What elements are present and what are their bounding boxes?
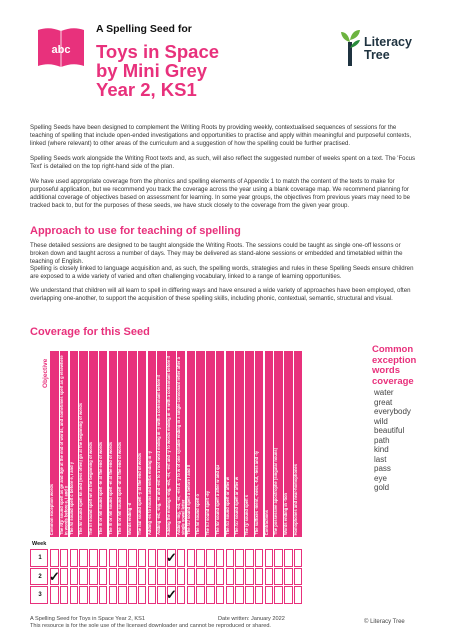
footer-line: This resource is for the sole use of the licensed downloader and cannot be reproduced or shared. [30, 623, 271, 629]
objective-column-label: The possessive apostrophe (singular nouns) [273, 447, 279, 535]
objective-column-label: The /ʌ/ sound spelt o [195, 494, 201, 535]
footer-line: A Spelling Seed for Toys in Space Year 2, KS1 [30, 616, 145, 622]
objective-column-header [265, 351, 274, 537]
objective-column-header [167, 351, 176, 537]
common-heading-line: exception [372, 354, 417, 366]
coverage-cell [226, 568, 235, 586]
common-word: water [374, 388, 394, 397]
objective-column-header [50, 351, 59, 537]
coverage-cell [216, 549, 225, 567]
objective-column-label: The /l/ or /əl/ sound spelt -al at the end of words [117, 442, 123, 535]
coverage-cell [157, 549, 166, 567]
objective-column-header [196, 351, 205, 537]
objective-column-label: The /ʒ/ sound spelt s [244, 494, 249, 535]
common-word: beautiful [374, 426, 405, 435]
logo-text-line: Literacy [364, 35, 412, 49]
objective-column-header [274, 351, 283, 537]
objective-column-header [89, 351, 98, 537]
objective-column-label: Adding -es to nouns and verbs ending in -y [146, 450, 152, 535]
coverage-cell [50, 549, 59, 567]
objective-column-label: The /dʒ/ sound spelt as ge and dge at the end of words, and sometimes spelt as g elsewhere in words before e, i and y [58, 355, 69, 535]
objective-column-header [60, 351, 69, 537]
common-word: everybody [374, 407, 411, 416]
common-heading-line: Common [372, 344, 414, 355]
coverage-cell [99, 568, 108, 586]
common-word: pass [374, 464, 391, 473]
objective-column-label: The /l/ or /əl/ sound spelt -el at the end of words [107, 442, 113, 535]
objective-column-label: Words ending -il [127, 503, 132, 535]
coverage-cell [118, 568, 127, 586]
coverage-cell [294, 549, 303, 567]
coverage-cell [245, 586, 254, 604]
coverage-cell [177, 586, 186, 604]
common-heading-line: coverage [372, 375, 414, 387]
objective-column-header [294, 351, 303, 537]
coverage-cell [167, 568, 176, 586]
week-number: 2 [38, 573, 42, 580]
logo-text-line: Tree [364, 48, 390, 62]
common-words-heading [372, 345, 416, 387]
coverage-cell [118, 586, 127, 604]
coverage-cell [138, 568, 147, 586]
objective-column-header [177, 351, 186, 537]
coverage-cell [196, 549, 205, 567]
week-number-cell [30, 586, 48, 604]
objective-column-label: Words ending in -tion [283, 493, 288, 535]
objective-column-header [79, 351, 88, 537]
coverage-cell [128, 586, 137, 604]
coverage-cell [265, 568, 274, 586]
objective-column-header [109, 351, 118, 537]
common-heading-line: words [372, 365, 400, 376]
objective-column-label: The /i:/ sound spelt -ey [205, 490, 210, 535]
coverage-cell [89, 549, 98, 567]
coverage-cell [60, 586, 69, 604]
coverage-cell [206, 586, 215, 604]
intro-paragraph: Spelling Seeds work alongside the Writing Root texts and, as such, will also reflect the suggested number of weeks spent on a text. The 'Focus Text' is detailed on the top right-hand side of the plan. [30, 155, 416, 170]
objective-column-header [226, 351, 235, 537]
coverage-cell [187, 549, 196, 567]
week-number-cell [30, 549, 48, 567]
coverage-cell [294, 586, 303, 604]
coverage-cell [265, 586, 274, 604]
coverage-cell [196, 586, 205, 604]
objective-column-label: Homophones and near-homophones [292, 463, 298, 535]
coverage-cell [99, 549, 108, 567]
objective-column-header [70, 351, 79, 537]
objective-label: Objective [42, 358, 49, 388]
objective-column-header [216, 351, 225, 537]
coverage-cell [196, 568, 205, 586]
objective-column-label: The suffixes -ment, -ness, -ful, -less and -ly [253, 451, 259, 535]
coverage-cell [79, 549, 88, 567]
coverage-cell [206, 549, 215, 567]
week-number: 1 [38, 555, 42, 561]
objective-column-header [206, 351, 215, 537]
coverage-cell [60, 568, 69, 586]
common-word: gold [374, 483, 390, 492]
coverage-cell [50, 586, 59, 604]
coverage-heading: Coverage for this Seed [30, 326, 150, 338]
coverage-cell [274, 586, 283, 604]
objective-column-header [118, 351, 127, 537]
coverage-cell [118, 549, 127, 567]
coverage-cell [245, 568, 254, 586]
coverage-cell [284, 568, 293, 586]
coverage-cell [70, 586, 79, 604]
coverage-cell [255, 568, 264, 586]
week-label: Week [32, 541, 47, 547]
title-line: by Mini Grey [96, 60, 208, 81]
coverage-cell [128, 568, 137, 586]
objective-column-label: Contractions [263, 509, 269, 535]
coverage-cell [226, 549, 235, 567]
approach-heading: Approach to use for teaching of spelling [30, 225, 241, 237]
objective-column-header [99, 351, 108, 537]
intro-paragraph: We have used appropriate coverage from the phonics and spelling elements of Appendix 1 to match the content of the texts to make for purposeful application, but we recommend you track the coverage across the year using a blank coverage map. We recommend planning for additional coverage of objectives based on assessment for learning. In some year groups, the objectives from previous years may need to be tracked back to, but for the purposes of these seeds, we have stuck closely to the coverage from the given year group. [30, 178, 411, 209]
common-word: great [374, 397, 393, 407]
objective-column-label: The /r/ sound spelt wr at the beginning of words [88, 441, 93, 535]
coverage-cell [157, 568, 166, 586]
objective-column-header [128, 351, 137, 537]
objective-column-label: Adding -ing, -ed, -er, -est & -y to w of one syllable ending in a single consonant letter after a single vowel letter [175, 357, 186, 535]
common-words-list [374, 388, 411, 493]
approach-paragraph: Spelling is closely linked to language acquisition and, as such, the spelling words, strategies and rules in these Spelling Seeds ensure children are exposed to a wide variety of varied and often challenging vocabulary, linked to a range of learning opportunities. [30, 265, 414, 280]
objective-column-header [245, 351, 254, 537]
seed-for-label: A Spelling Seed for [96, 23, 192, 35]
week-number: 3 [38, 592, 42, 598]
coverage-cell [79, 586, 88, 604]
objective-column-label: The /n/ sound spelt kn and (less often) gn at the beginning of words [78, 403, 84, 535]
footer-copyright: © Literacy Tree [364, 619, 405, 625]
book-badge-icon [34, 20, 88, 74]
objective-column-label: Adding the endings -ing, -ed, -er, -est and -y to words ending in -e with a consonant before it [166, 355, 171, 535]
coverage-cell [216, 568, 225, 586]
coverage-cell [226, 586, 235, 604]
coverage-cell [235, 549, 244, 567]
approach-paragraph: These detailed sessions are designed to be taught alongside the Writing Roots. The sessions could be taught as single one-off lessons or broken down and taught across a number of days. They may be delivered as stand-alone sessions or embedded and timetabled within the teaching of English. [30, 242, 403, 265]
literacy-tree-logo [338, 26, 438, 76]
coverage-cell [89, 586, 98, 604]
objective-column-label: Adding -ed, -ing, -er and -est to a root word ending in -y with a consonant before it [156, 375, 162, 535]
coverage-cell [187, 586, 196, 604]
coverage-cell [109, 549, 118, 567]
coverage-cell [138, 586, 147, 604]
coverage-cell [148, 568, 157, 586]
objective-column-label: Common exception words [49, 483, 54, 535]
coverage-cell [79, 568, 88, 586]
coverage-cell [245, 549, 254, 567]
footer-date: Date written: January 2022 [218, 616, 285, 622]
coverage-cell [128, 549, 137, 567]
objective-column-header [284, 351, 293, 537]
common-word: last [374, 454, 387, 464]
objective-column-label: The /ɔ:/ sound spelt a before l and ll [185, 465, 191, 535]
objective-column-header [187, 351, 196, 537]
coverage-cell [148, 586, 157, 604]
objective-column-header [235, 351, 244, 537]
title-line: Toys in Space [96, 41, 220, 62]
common-word: wild [374, 416, 388, 426]
coverage-cell [157, 586, 166, 604]
objective-column-label: The /ɒ/ sound spelt a after w and qu [214, 465, 220, 535]
objective-column-label: The /l/ or /əl/ sound spelt -le at the end of words [97, 442, 103, 535]
coverage-cell [70, 568, 79, 586]
common-word: eye [374, 473, 387, 483]
objective-column-header [255, 351, 264, 537]
coverage-cell [70, 549, 79, 567]
coverage-cell [284, 586, 293, 604]
check-icon: ✓ [166, 587, 177, 602]
coverage-cell [216, 586, 225, 604]
coverage-cell [177, 568, 186, 586]
objective-column-label: The /ɜ:/ sound spelt or after w [224, 477, 230, 535]
common-word: path [374, 435, 390, 445]
coverage-cell [294, 568, 303, 586]
common-word: kind [374, 445, 389, 454]
coverage-cell [235, 586, 244, 604]
coverage-cell [274, 568, 283, 586]
check-icon: ✓ [166, 550, 177, 565]
logo-text [364, 36, 412, 62]
coverage-cell [109, 586, 118, 604]
approach-paragraph: We understand that children will all learn to spell in differing ways and have ensured a wide variety of approaches have been employed, often overlapping one-another, to support the acquisition of these spelling skills, including phonic, contextual, semantic, structural and visual. [30, 287, 411, 302]
page-title [96, 42, 296, 99]
week-number-cell [30, 568, 48, 586]
objective-column-label: The /ɔ:/ sound spelt ar after w [234, 477, 240, 535]
coverage-cell [60, 549, 69, 567]
coverage-cell [274, 549, 283, 567]
badge-text: abc [51, 44, 71, 56]
coverage-cell [138, 549, 147, 567]
objective-column-label: The /aɪ/ sound spelt -y at the end of words [136, 452, 142, 535]
coverage-cell [284, 549, 293, 567]
coverage-cell [187, 568, 196, 586]
coverage-cell [177, 549, 186, 567]
coverage-cell [235, 568, 244, 586]
intro-paragraph: Spelling Seeds have been designed to complement the Writing Roots by providing weekly, contextualised sequences of sessions for the teaching of spelling that include open-ended investigations and opportunities to practise and apply within meaningful and purposeful contexts, linked (where relevant) to other areas of the curriculum and a suggestion of how the spelling could be further practised. [30, 124, 412, 147]
tree-icon [338, 28, 362, 68]
objective-column-label: The /s/ sound spelt c before e, i and y [68, 462, 74, 535]
check-icon: ✓ [49, 568, 60, 584]
title-line: Year 2, KS1 [96, 79, 197, 100]
coverage-cell [109, 568, 118, 586]
coverage-cell [255, 586, 264, 604]
objective-column-header [148, 351, 157, 537]
coverage-cell [99, 586, 108, 604]
coverage-cell [206, 568, 215, 586]
coverage-cell [255, 549, 264, 567]
objective-column-header [138, 351, 147, 537]
coverage-cell [89, 568, 98, 586]
coverage-cell [148, 549, 157, 567]
coverage-cell [265, 549, 274, 567]
objective-column-header [157, 351, 166, 537]
